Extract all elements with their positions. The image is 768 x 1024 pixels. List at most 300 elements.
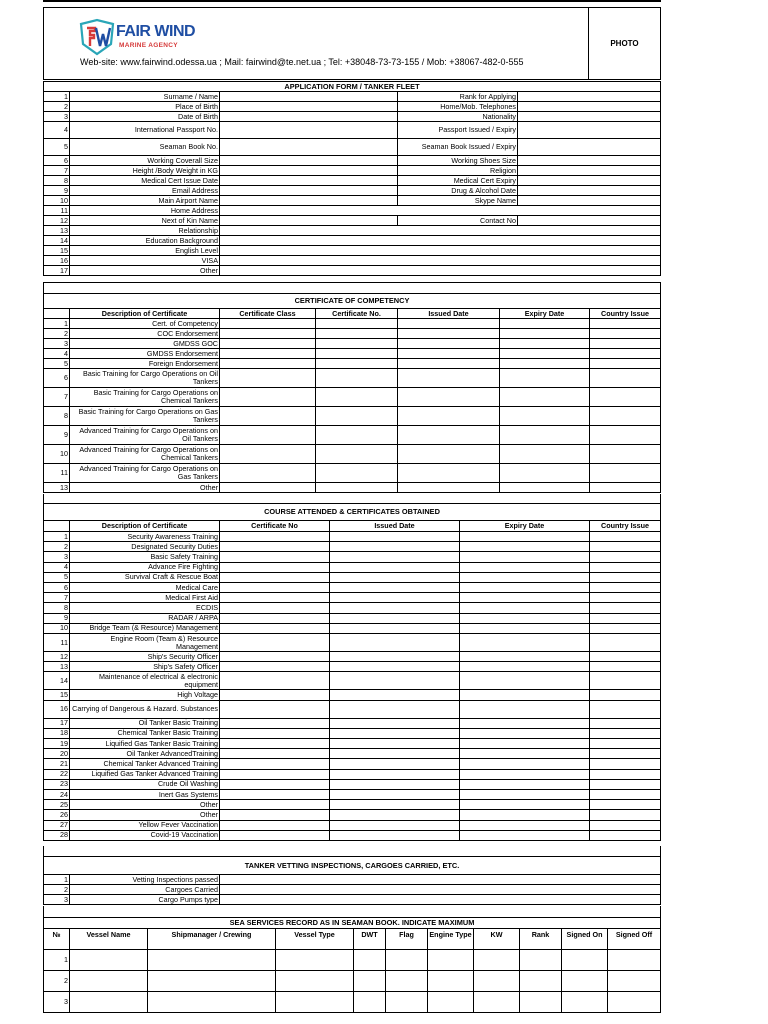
field-value-input[interactable] <box>517 156 661 165</box>
field-label: Medical Cert Issue Date <box>69 176 219 185</box>
entry-input[interactable] <box>219 690 329 699</box>
entry-input[interactable] <box>329 810 459 819</box>
entry-input[interactable] <box>329 552 459 561</box>
entry-input[interactable] <box>147 992 275 1012</box>
courses-title-row <box>43 504 661 521</box>
entry-input[interactable] <box>473 971 519 991</box>
course-name: Ship's Security Officer <box>69 652 219 661</box>
entry-input[interactable] <box>397 319 499 328</box>
entry-input[interactable] <box>219 532 329 541</box>
entry-input[interactable] <box>589 583 661 592</box>
column-header: Certificate Class <box>219 309 315 318</box>
sea-service-row <box>43 971 661 992</box>
course-name: RADAR / ARPA <box>69 614 219 623</box>
certificate-name: Advanced Training for Cargo Operations on Oil Tankers <box>69 426 219 444</box>
entry-input[interactable] <box>219 749 329 758</box>
entry-input[interactable] <box>459 634 589 651</box>
row-number: 10 <box>43 445 69 463</box>
entry-input[interactable] <box>459 662 589 671</box>
certificate-name: Cert. of Competency <box>69 319 219 328</box>
entry-input[interactable] <box>589 662 661 671</box>
entry-input[interactable] <box>459 729 589 738</box>
row-number: 13 <box>43 662 69 671</box>
entry-input[interactable] <box>397 359 499 368</box>
entry-input[interactable] <box>589 329 661 338</box>
entry-input[interactable] <box>219 573 329 582</box>
field-value-input[interactable] <box>219 206 661 215</box>
row-number: 8 <box>43 407 69 425</box>
entry-input[interactable] <box>459 624 589 633</box>
vetting-label: Cargoes Carried <box>69 885 219 894</box>
personal-row <box>43 156 661 166</box>
course-name: Crude Oil Washing <box>69 780 219 789</box>
entry-input[interactable] <box>275 971 353 991</box>
row-number: 15 <box>43 246 69 255</box>
column-header: Engine Type <box>427 929 473 949</box>
entry-input[interactable] <box>315 329 397 338</box>
entry-input[interactable] <box>427 971 473 991</box>
entry-input[interactable] <box>607 950 661 970</box>
certificate-name: Advanced Training for Cargo Operations on Gas Tankers <box>69 464 219 482</box>
entry-input[interactable] <box>329 593 459 602</box>
entry-input[interactable] <box>459 790 589 799</box>
entry-input[interactable] <box>397 426 499 444</box>
entry-input[interactable] <box>499 483 589 492</box>
course-name: Medical First Aid <box>69 593 219 602</box>
entry-input[interactable] <box>499 369 589 387</box>
course-row <box>43 634 661 652</box>
entry-input[interactable] <box>219 319 315 328</box>
entry-input[interactable] <box>219 369 315 387</box>
entry-input[interactable] <box>315 483 397 492</box>
entry-input[interactable] <box>329 759 459 768</box>
entry-input[interactable] <box>329 662 459 671</box>
header-cell <box>43 521 69 531</box>
entry-input[interactable] <box>589 563 661 572</box>
column-header: Shipmanager / Crewing <box>147 929 275 949</box>
entry-input[interactable] <box>219 662 329 671</box>
entry-input[interactable] <box>397 349 499 358</box>
entry-input[interactable] <box>589 369 661 387</box>
entry-input[interactable] <box>589 729 661 738</box>
field-value-input[interactable] <box>219 139 397 155</box>
row-number: 1 <box>43 875 69 884</box>
entry-input[interactable] <box>459 563 589 572</box>
entry-input[interactable] <box>329 652 459 661</box>
entry-input[interactable] <box>589 339 661 348</box>
entry-input[interactable] <box>147 971 275 991</box>
entry-input[interactable] <box>459 770 589 779</box>
entry-input[interactable] <box>397 407 499 425</box>
entry-input[interactable] <box>219 593 329 602</box>
entry-input[interactable] <box>459 672 589 689</box>
entry-input[interactable] <box>69 950 147 970</box>
entry-input[interactable] <box>219 780 329 789</box>
entry-input[interactable] <box>219 719 329 728</box>
entry-input[interactable] <box>589 759 661 768</box>
entry-input[interactable] <box>589 532 661 541</box>
entry-input[interactable] <box>589 464 661 482</box>
field-value-input[interactable] <box>219 176 397 185</box>
field-label: Nationality <box>397 112 517 121</box>
entry-input[interactable] <box>329 821 459 830</box>
entry-input[interactable] <box>589 552 661 561</box>
entry-input[interactable] <box>397 464 499 482</box>
entry-input[interactable] <box>219 563 329 572</box>
course-name: High Voltage <box>69 690 219 699</box>
entry-input[interactable] <box>589 426 661 444</box>
entry-input[interactable] <box>459 593 589 602</box>
entry-input[interactable] <box>397 483 499 492</box>
entry-input[interactable] <box>329 770 459 779</box>
field-value-input[interactable] <box>517 122 661 138</box>
entry-input[interactable] <box>397 369 499 387</box>
entry-input[interactable] <box>589 603 661 612</box>
entry-input[interactable] <box>219 885 661 894</box>
entry-input[interactable] <box>589 800 661 809</box>
entry-input[interactable] <box>397 445 499 463</box>
entry-input[interactable] <box>589 701 661 718</box>
courses-gap <box>43 494 661 504</box>
entry-input[interactable] <box>589 624 661 633</box>
entry-input[interactable] <box>219 729 329 738</box>
field-value-input[interactable] <box>219 186 397 195</box>
entry-input[interactable] <box>499 359 589 368</box>
field-value-input[interactable] <box>517 166 661 175</box>
entry-input[interactable] <box>589 388 661 406</box>
entry-input[interactable] <box>589 719 661 728</box>
entry-input[interactable] <box>315 369 397 387</box>
entry-input[interactable] <box>427 950 473 970</box>
field-label: Date of Birth <box>69 112 219 121</box>
entry-input[interactable] <box>459 552 589 561</box>
personal-row <box>43 139 661 156</box>
entry-input[interactable] <box>219 339 315 348</box>
entry-input[interactable] <box>219 483 315 492</box>
column-header: DWT <box>353 929 385 949</box>
entry-input[interactable] <box>219 614 329 623</box>
entry-input[interactable] <box>329 583 459 592</box>
entry-input[interactable] <box>473 992 519 1012</box>
entry-input[interactable] <box>589 407 661 425</box>
entry-input[interactable] <box>219 388 315 406</box>
entry-input[interactable] <box>219 759 329 768</box>
entry-input[interactable] <box>275 992 353 1012</box>
personal-row <box>43 112 661 122</box>
field-value-input[interactable] <box>517 216 661 225</box>
column-header: Flag <box>385 929 427 949</box>
entry-input[interactable] <box>589 770 661 779</box>
course-name: Basic Safety Training <box>69 552 219 561</box>
field-value-input[interactable] <box>219 266 661 275</box>
entry-input[interactable] <box>147 950 275 970</box>
entry-input[interactable] <box>589 810 661 819</box>
field-value-input[interactable] <box>517 176 661 185</box>
row-number: 4 <box>43 122 69 138</box>
entry-input[interactable] <box>499 407 589 425</box>
entry-input[interactable] <box>459 749 589 758</box>
entry-input[interactable] <box>315 339 397 348</box>
field-value-input[interactable] <box>219 102 397 111</box>
row-number: 3 <box>43 112 69 121</box>
entry-input[interactable] <box>315 388 397 406</box>
field-value-input[interactable] <box>517 102 661 111</box>
field-label: Working Coverall Size <box>69 156 219 165</box>
entry-input[interactable] <box>385 992 427 1012</box>
entry-input[interactable] <box>329 690 459 699</box>
field-label: Seaman Book Issued / Expiry <box>397 139 517 155</box>
entry-input[interactable] <box>329 532 459 541</box>
entry-input[interactable] <box>329 563 459 572</box>
entry-input[interactable] <box>329 790 459 799</box>
personal-row <box>43 246 661 256</box>
entry-input[interactable] <box>459 701 589 718</box>
entry-input[interactable] <box>459 739 589 748</box>
entry-input[interactable] <box>499 388 589 406</box>
entry-input[interactable] <box>219 821 329 830</box>
competency-row <box>43 339 661 349</box>
entry-input[interactable] <box>219 895 661 904</box>
entry-input[interactable] <box>459 780 589 789</box>
entry-input[interactable] <box>499 445 589 463</box>
course-name: Bridge Team (& Resource) Management <box>69 624 219 633</box>
field-label: Surname / Name <box>69 92 219 101</box>
row-number: 14 <box>43 236 69 245</box>
entry-input[interactable] <box>589 831 661 840</box>
entry-input[interactable] <box>219 810 329 819</box>
entry-input[interactable] <box>459 614 589 623</box>
entry-input[interactable] <box>353 971 385 991</box>
entry-input[interactable] <box>589 749 661 758</box>
field-value-input[interactable] <box>219 196 397 205</box>
entry-input[interactable] <box>589 445 661 463</box>
entry-input[interactable] <box>219 603 329 612</box>
entry-input[interactable] <box>219 831 329 840</box>
entry-input[interactable] <box>219 542 329 551</box>
entry-input[interactable] <box>459 573 589 582</box>
entry-input[interactable] <box>397 339 499 348</box>
entry-input[interactable] <box>219 739 329 748</box>
entry-input[interactable] <box>499 319 589 328</box>
field-value-input[interactable] <box>517 112 661 121</box>
entry-input[interactable] <box>329 831 459 840</box>
entry-input[interactable] <box>329 780 459 789</box>
entry-input[interactable] <box>459 719 589 728</box>
field-value-input[interactable] <box>219 256 661 265</box>
entry-input[interactable] <box>219 624 329 633</box>
field-value-input[interactable] <box>219 92 397 101</box>
entry-input[interactable] <box>329 603 459 612</box>
entry-input[interactable] <box>219 672 329 689</box>
field-value-input[interactable] <box>219 246 661 255</box>
entry-input[interactable] <box>219 652 329 661</box>
field-value-input[interactable] <box>219 112 397 121</box>
field-value-input[interactable] <box>219 236 661 245</box>
entry-input[interactable] <box>459 690 589 699</box>
entry-input[interactable] <box>315 407 397 425</box>
entry-input[interactable] <box>329 739 459 748</box>
field-value-input[interactable] <box>517 139 661 155</box>
entry-input[interactable] <box>589 634 661 651</box>
entry-input[interactable] <box>589 614 661 623</box>
course-row <box>43 701 661 719</box>
row-number: 22 <box>43 770 69 779</box>
entry-input[interactable] <box>561 992 607 1012</box>
entry-input[interactable] <box>589 821 661 830</box>
entry-input[interactable] <box>589 542 661 551</box>
entry-input[interactable] <box>589 349 661 358</box>
row-number: 2 <box>43 329 69 338</box>
field-label: Passport Issued / Expiry <box>397 122 517 138</box>
entry-input[interactable] <box>397 329 499 338</box>
entry-input[interactable] <box>329 729 459 738</box>
entry-input[interactable] <box>219 583 329 592</box>
entry-input[interactable] <box>219 329 315 338</box>
entry-input[interactable] <box>459 831 589 840</box>
entry-input[interactable] <box>219 445 315 463</box>
row-number: 5 <box>43 139 69 155</box>
entry-input[interactable] <box>459 603 589 612</box>
field-value-input[interactable] <box>219 122 397 138</box>
certificate-name: GMDSS GOC <box>69 339 219 348</box>
entry-input[interactable] <box>473 950 519 970</box>
entry-input[interactable] <box>499 426 589 444</box>
entry-input[interactable] <box>219 407 315 425</box>
vetting-label: Cargo Pumps type <box>69 895 219 904</box>
field-value-input[interactable] <box>517 196 661 205</box>
entry-input[interactable] <box>315 359 397 368</box>
sea-gap <box>43 906 661 918</box>
entry-input[interactable] <box>329 614 459 623</box>
field-value-input[interactable] <box>517 186 661 195</box>
entry-input[interactable] <box>219 552 329 561</box>
entry-input[interactable] <box>219 770 329 779</box>
entry-input[interactable] <box>427 992 473 1012</box>
entry-input[interactable] <box>69 992 147 1012</box>
entry-input[interactable] <box>353 992 385 1012</box>
entry-input[interactable] <box>353 950 385 970</box>
entry-input[interactable] <box>607 992 661 1012</box>
competency-row <box>43 464 661 483</box>
entry-input[interactable] <box>219 634 329 651</box>
entry-input[interactable] <box>499 339 589 348</box>
entry-input[interactable] <box>589 319 661 328</box>
entry-input[interactable] <box>459 532 589 541</box>
entry-input[interactable] <box>589 652 661 661</box>
entry-input[interactable] <box>459 583 589 592</box>
entry-input[interactable] <box>519 992 561 1012</box>
entry-input[interactable] <box>275 950 353 970</box>
personal-row <box>43 102 661 112</box>
entry-input[interactable] <box>499 349 589 358</box>
entry-input[interactable] <box>459 800 589 809</box>
entry-input[interactable] <box>219 359 315 368</box>
entry-input[interactable] <box>589 780 661 789</box>
entry-input[interactable] <box>315 426 397 444</box>
vetting-title-row <box>43 857 661 875</box>
personal-row <box>43 226 661 236</box>
entry-input[interactable] <box>589 790 661 799</box>
course-row <box>43 800 661 810</box>
course-name: Designated Security Duties <box>69 542 219 551</box>
entry-input[interactable] <box>561 950 607 970</box>
entry-input[interactable] <box>315 319 397 328</box>
entry-input[interactable] <box>459 542 589 551</box>
entry-input[interactable] <box>589 483 661 492</box>
entry-input[interactable] <box>219 349 315 358</box>
entry-input[interactable] <box>589 359 661 368</box>
entry-input[interactable] <box>219 800 329 809</box>
entry-input[interactable] <box>607 971 661 991</box>
entry-input[interactable] <box>385 950 427 970</box>
entry-input[interactable] <box>519 950 561 970</box>
entry-input[interactable] <box>459 821 589 830</box>
competency-row <box>43 407 661 426</box>
field-value-input[interactable] <box>517 92 661 101</box>
field-label: Main Airport Name <box>69 196 219 205</box>
entry-input[interactable] <box>219 464 315 482</box>
field-value-input[interactable] <box>219 166 397 175</box>
entry-input[interactable] <box>589 593 661 602</box>
entry-input[interactable] <box>329 634 459 651</box>
field-label: Religion <box>397 166 517 175</box>
entry-input[interactable] <box>397 388 499 406</box>
field-value-input[interactable] <box>219 226 661 235</box>
entry-input[interactable] <box>589 672 661 689</box>
entry-input[interactable] <box>219 426 315 444</box>
course-row <box>43 603 661 613</box>
entry-input[interactable] <box>219 790 329 799</box>
entry-input[interactable] <box>329 719 459 728</box>
entry-input[interactable] <box>219 701 329 718</box>
entry-input[interactable] <box>329 701 459 718</box>
entry-input[interactable] <box>329 672 459 689</box>
field-value-input[interactable] <box>219 156 397 165</box>
entry-input[interactable] <box>589 573 661 582</box>
entry-input[interactable] <box>561 971 607 991</box>
entry-input[interactable] <box>69 971 147 991</box>
personal-row <box>43 166 661 176</box>
entry-input[interactable] <box>329 749 459 758</box>
entry-input[interactable] <box>459 810 589 819</box>
entry-input[interactable] <box>459 759 589 768</box>
field-label: Drug & Alcohol Date <box>397 186 517 195</box>
entry-input[interactable] <box>329 624 459 633</box>
entry-input[interactable] <box>315 445 397 463</box>
entry-input[interactable] <box>315 464 397 482</box>
entry-input[interactable] <box>519 971 561 991</box>
entry-input[interactable] <box>589 690 661 699</box>
field-value-input[interactable] <box>219 216 397 225</box>
entry-input[interactable] <box>329 542 459 551</box>
entry-input[interactable] <box>315 349 397 358</box>
entry-input[interactable] <box>459 652 589 661</box>
column-header: Country Issue <box>589 521 661 531</box>
entry-input[interactable] <box>219 875 661 884</box>
entry-input[interactable] <box>385 971 427 991</box>
course-name: Inert Gas Systems <box>69 790 219 799</box>
entry-input[interactable] <box>589 739 661 748</box>
entry-input[interactable] <box>329 800 459 809</box>
entry-input[interactable] <box>499 464 589 482</box>
entry-input[interactable] <box>329 573 459 582</box>
entry-input[interactable] <box>499 329 589 338</box>
course-name: Medical Care <box>69 583 219 592</box>
course-row <box>43 749 661 759</box>
competency-row <box>43 319 661 329</box>
column-header: Certificate No <box>219 521 329 531</box>
certificate-name: Advanced Training for Cargo Operations on Chemical Tankers <box>69 445 219 463</box>
